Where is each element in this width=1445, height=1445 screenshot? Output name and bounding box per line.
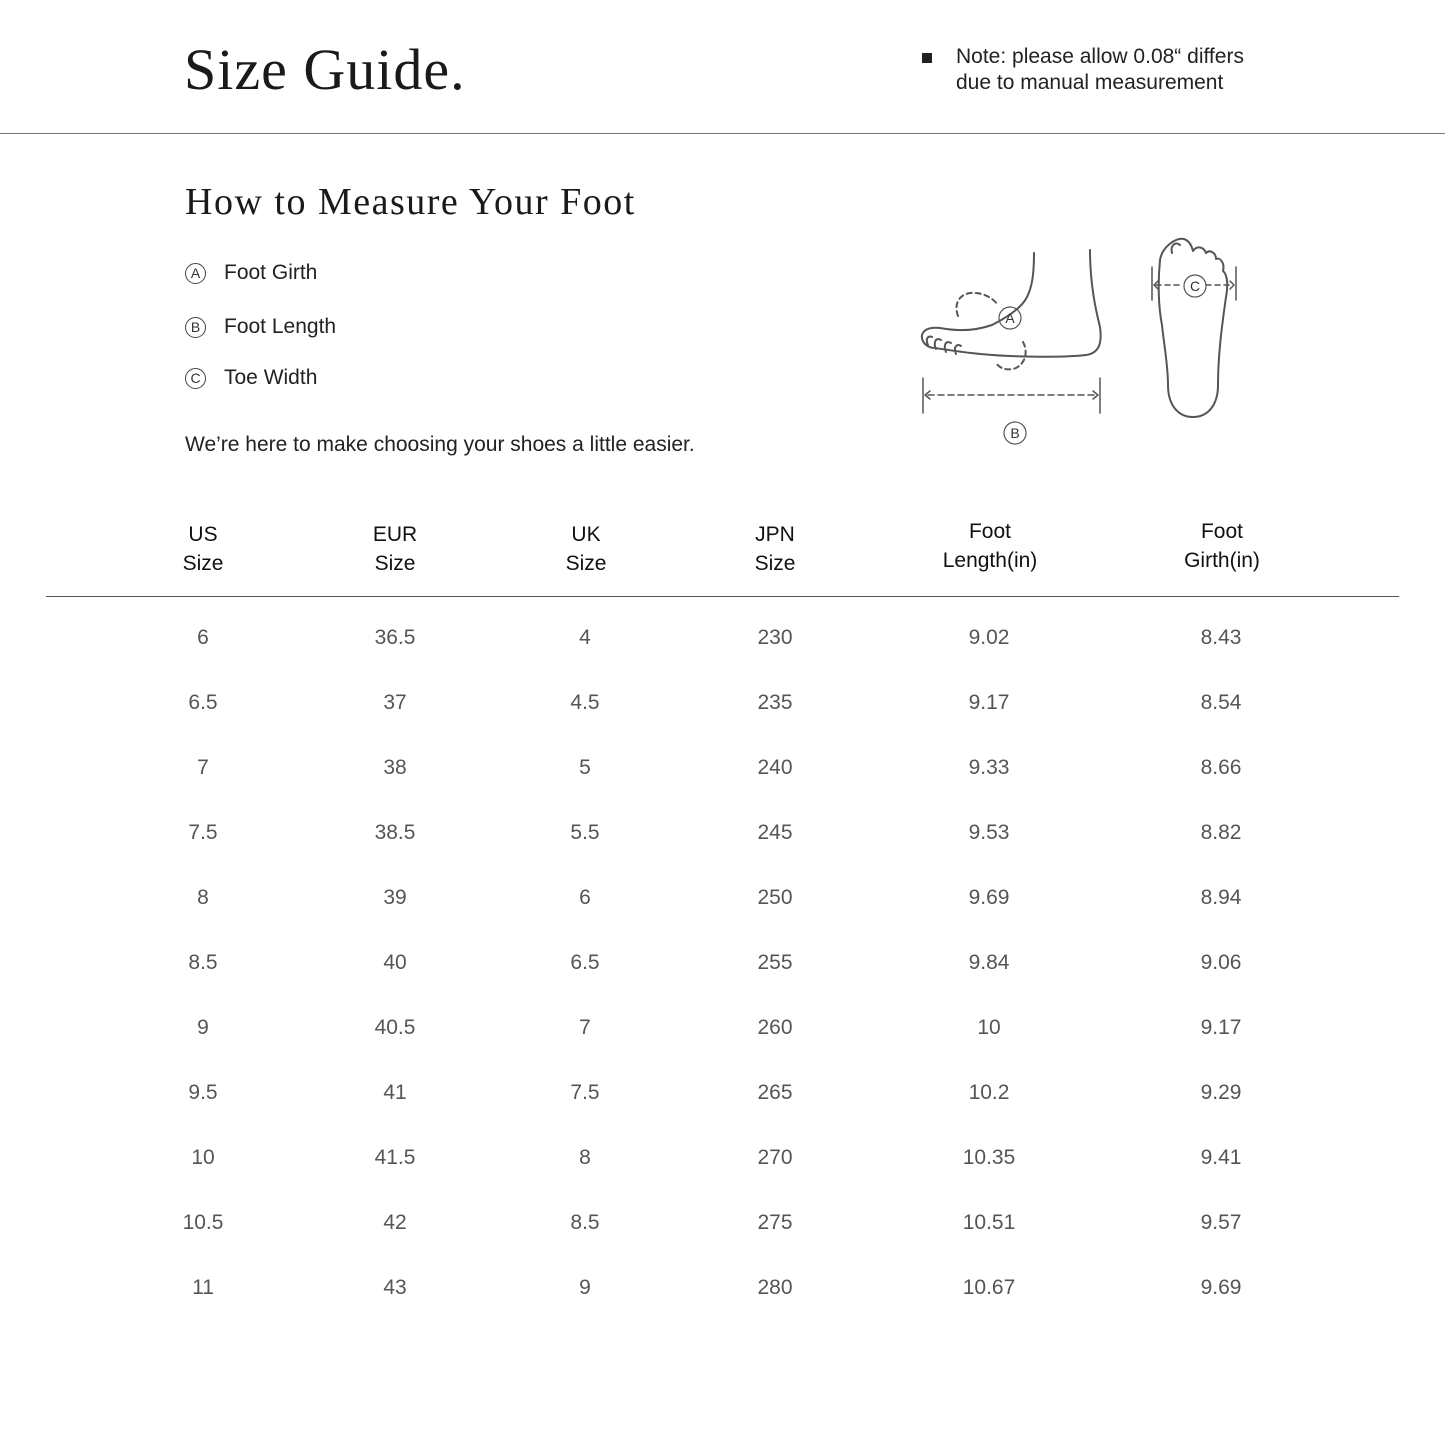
jpn-size-cell: 250	[757, 886, 793, 909]
eur-size-cell: 37	[383, 691, 407, 714]
diagram-label-c: C	[1189, 278, 1201, 294]
us-size-cell: 6	[197, 626, 209, 649]
table-row	[0, 1274, 1445, 1314]
table-row	[0, 949, 1445, 989]
foot-length-cell: 10.67	[962, 1276, 1016, 1299]
sole-foot-icon	[1152, 239, 1236, 417]
jpn-size-cell: 260	[757, 1016, 793, 1039]
column-header-jpn-size: JPN Size	[754, 523, 796, 575]
jpn-size-cell: 240	[757, 756, 793, 779]
letter-c-icon: C	[185, 368, 206, 389]
us-size-cell: 7.5	[188, 821, 218, 844]
legend-label: Foot Length	[224, 315, 337, 338]
jpn-size-cell: 280	[757, 1276, 793, 1299]
column-header-foot-girth: Foot Girth(in)	[1184, 520, 1260, 572]
legend-label: Foot Girth	[224, 261, 318, 284]
foot-girth-cell: 9.17	[1200, 1016, 1242, 1039]
column-header-us-size: US Size	[182, 523, 224, 575]
header-divider	[0, 133, 1445, 134]
tagline: We’re here to make choosing your shoes a little easier.	[185, 433, 695, 456]
us-size-cell: 8.5	[188, 951, 218, 974]
uk-size-cell: 7	[579, 1016, 591, 1039]
foot-length-cell: 9.33	[968, 756, 1010, 779]
foot-girth-cell: 8.66	[1200, 756, 1242, 779]
eur-size-cell: 40	[383, 951, 407, 974]
table-row	[0, 1144, 1445, 1184]
foot-girth-cell: 8.94	[1200, 886, 1242, 909]
foot-girth-cell: 9.69	[1200, 1276, 1242, 1299]
uk-size-cell: 5.5	[570, 821, 600, 844]
uk-size-cell: 6.5	[570, 951, 600, 974]
foot-girth-cell: 8.82	[1200, 821, 1242, 844]
us-size-cell: 6.5	[188, 691, 218, 714]
foot-length-cell: 10.2	[968, 1081, 1010, 1104]
uk-size-cell: 7.5	[570, 1081, 600, 1104]
eur-size-cell: 42	[383, 1211, 407, 1234]
foot-length-cell: 9.53	[968, 821, 1010, 844]
note-text: Note: please allow 0.08“ differs due to manual measurement	[956, 45, 1244, 94]
foot-length-cell: 10.51	[962, 1211, 1016, 1234]
diagram-label-a: A	[1005, 310, 1015, 326]
us-size-cell: 8	[197, 886, 209, 909]
column-header-eur-size: EUR Size	[372, 523, 418, 575]
us-size-cell: 7	[197, 756, 209, 779]
eur-size-cell: 41	[383, 1081, 407, 1104]
jpn-size-cell: 235	[757, 691, 793, 714]
table-row	[0, 884, 1445, 924]
uk-size-cell: 6	[579, 886, 591, 909]
foot-length-cell: 9.02	[968, 626, 1010, 649]
us-size-cell: 9.5	[188, 1081, 218, 1104]
table-row	[0, 754, 1445, 794]
us-size-cell: 11	[192, 1276, 214, 1299]
table-row	[0, 1079, 1445, 1119]
foot-girth-cell: 9.57	[1200, 1211, 1242, 1234]
letter-b-icon: B	[185, 317, 206, 338]
letter-a-icon: A	[185, 263, 206, 284]
foot-girth-cell: 9.29	[1200, 1081, 1242, 1104]
diagram-label-b: B	[1010, 425, 1020, 441]
eur-size-cell: 36.5	[374, 626, 416, 649]
uk-size-cell: 9	[579, 1276, 591, 1299]
page-title: Size Guide.	[184, 37, 466, 102]
uk-size-cell: 8	[579, 1146, 591, 1169]
us-size-cell: 10	[191, 1146, 215, 1169]
eur-size-cell: 38	[383, 756, 407, 779]
table-row	[0, 689, 1445, 729]
foot-length-cell: 10	[977, 1016, 1001, 1039]
uk-size-cell: 5	[579, 756, 591, 779]
eur-size-cell: 38.5	[374, 821, 416, 844]
eur-size-cell: 43	[383, 1276, 407, 1299]
jpn-size-cell: 245	[757, 821, 793, 844]
foot-length-cell: 9.17	[968, 691, 1010, 714]
foot-girth-cell: 8.54	[1200, 691, 1242, 714]
eur-size-cell: 41.5	[374, 1146, 416, 1169]
foot-length-cell: 9.69	[968, 886, 1010, 909]
table-row	[0, 1014, 1445, 1054]
foot-length-cell: 10.35	[962, 1146, 1016, 1169]
foot-diagram	[900, 225, 1260, 455]
eur-size-cell: 40.5	[374, 1016, 416, 1039]
table-row	[0, 1209, 1445, 1249]
table-row	[0, 819, 1445, 859]
jpn-size-cell: 255	[757, 951, 793, 974]
bullet-icon	[922, 53, 932, 63]
uk-size-cell: 4	[579, 626, 591, 649]
us-size-cell: 9	[197, 1016, 209, 1039]
table-divider	[46, 596, 1399, 597]
foot-girth-cell: 9.41	[1200, 1146, 1242, 1169]
column-header-uk-size: UK Size	[565, 523, 607, 575]
foot-girth-cell: 8.43	[1200, 626, 1242, 649]
us-size-cell: 10.5	[182, 1211, 224, 1234]
eur-size-cell: 39	[383, 886, 407, 909]
uk-size-cell: 4.5	[570, 691, 600, 714]
jpn-size-cell: 270	[757, 1146, 793, 1169]
jpn-size-cell: 230	[757, 626, 793, 649]
foot-length-cell: 9.84	[968, 951, 1010, 974]
uk-size-cell: 8.5	[570, 1211, 600, 1234]
legend-label: Toe Width	[224, 366, 318, 389]
measure-heading: How to Measure Your Foot	[185, 181, 636, 223]
foot-girth-cell: 9.06	[1200, 951, 1242, 974]
jpn-size-cell: 265	[757, 1081, 793, 1104]
table-row	[0, 624, 1445, 664]
jpn-size-cell: 275	[757, 1211, 793, 1234]
column-header-foot-length: Foot Length(in)	[942, 520, 1038, 572]
